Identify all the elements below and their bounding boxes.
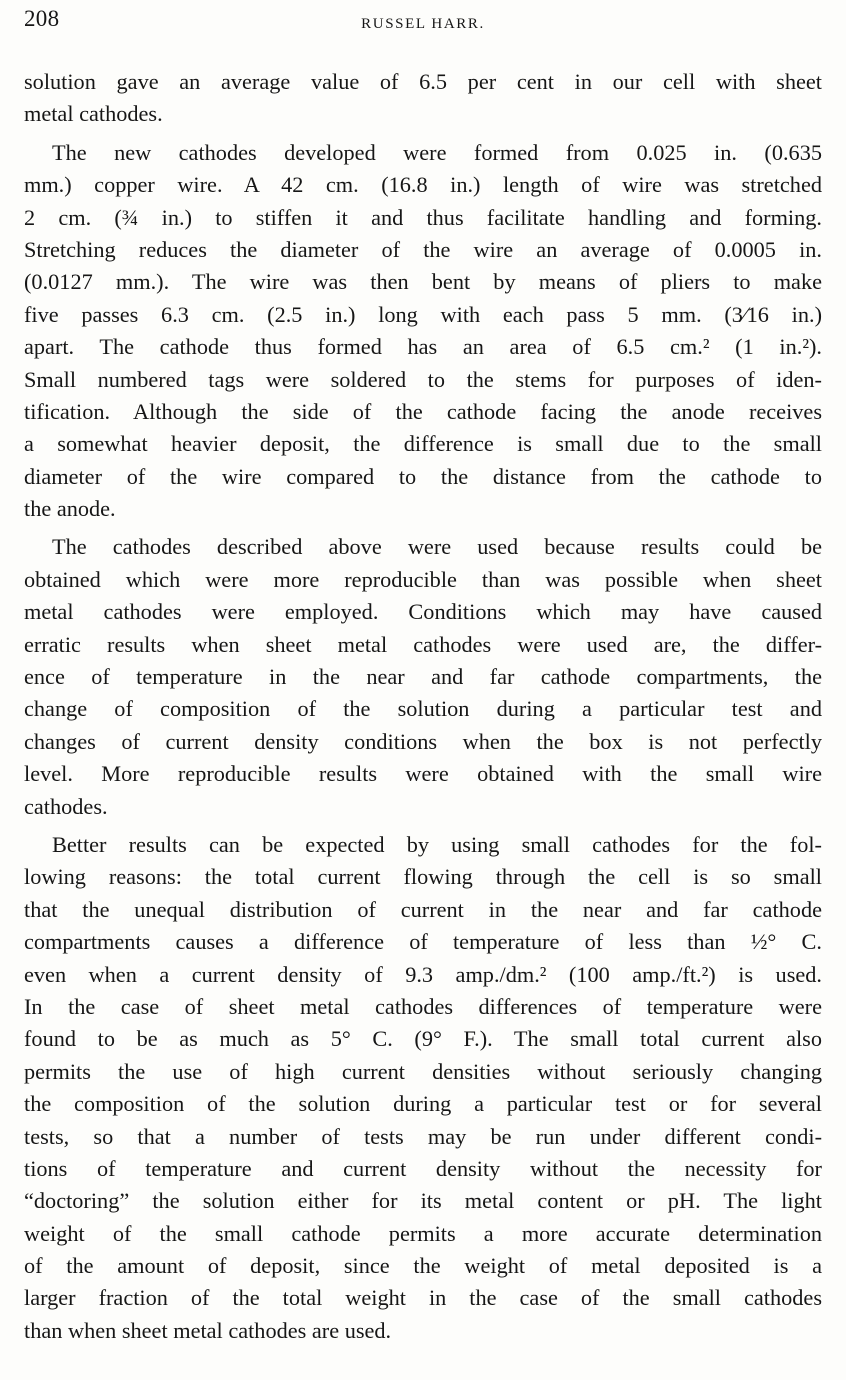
text-line: obtained which were more reproducible than was possible when sheet [24,566,822,592]
text-line: “doctoring” the solution either for its metal content or pH. The light [24,1188,822,1214]
text-line: the anode. [24,496,116,522]
text-line: compartments causes a difference of temperature of less than ½° C. [24,929,822,955]
text-line: larger fraction of the total weight in the case of the small cathodes [24,1285,822,1311]
text-line: than when sheet metal cathodes are used. [24,1317,392,1343]
text-line: metal cathodes. [24,101,163,127]
running-head: RUSSEL HARR. [361,16,485,32]
text-line: Better results can be expected by using small cathodes for the fol- [52,831,822,857]
text-line: Small numbered tags were soldered to the stems for purposes of iden- [24,366,822,392]
text-line: The cathodes described above were used because results could be [52,534,822,560]
text-line: level. More reproducible results were obtained with the small wire [24,761,822,787]
paragraph [24,137,822,526]
text-line: found to be as much as 5° C. (9° F.). The small total current also [24,1026,822,1052]
text-line: The new cathodes developed were formed from 0.025 in. (0.635 [52,139,822,165]
text-line: 2 cm. (¾ in.) to stiffen it and thus facilitate handling and forming. [24,204,822,230]
text-line: a somewhat heavier deposit, the difference is small due to the small [24,431,822,457]
text-line: lowing reasons: the total current flowing through the cell is so small [24,864,822,890]
page-number: 208 [24,6,60,31]
text-line: tions of temperature and current density without the necessity for [24,1155,822,1181]
text-line: erratic results when sheet metal cathodes were used are, the differ- [24,631,822,657]
text-line: ence of temperature in the near and far cathode compartments, the [24,664,822,690]
body-text [24,66,822,1353]
text-line: cathodes. [24,793,108,819]
text-line: weight of the small cathode permits a more accurate determination [24,1220,822,1246]
paragraph [24,66,822,131]
text-line: that the unequal distribution of current in the near and far cathode [24,896,822,922]
text-line: the composition of the solution during a particular test or for several [24,1091,822,1117]
paragraph [24,531,822,823]
text-line: change of composition of the solution during a particular test and [24,696,822,722]
text-line: even when a current density of 9.3 amp./dm.² (100 amp./ft.²) is used. [24,961,822,987]
text-line: solution gave an average value of 6.5 per cent in our cell with sheet [24,69,822,94]
text-line: of the amount of deposit, since the weight of metal deposited is a [24,1253,822,1279]
text-line: Stretching reduces the diameter of the wire an average of 0.0005 in. [24,236,822,262]
text-line: five passes 6.3 cm. (2.5 in.) long with each pass 5 mm. (3⁄16 in.) [24,301,822,327]
text-line: (0.0127 mm.). The wire was then bent by means of pliers to make [24,269,822,295]
text-line: diameter of the wire compared to the distance from the cathode to [24,463,822,489]
text-line: In the case of sheet metal cathodes differences of temperature were [24,993,822,1019]
text-line: tests, so that a number of tests may be run under different condi- [24,1123,822,1149]
text-line: permits the use of high current densities without seriously changing [24,1058,822,1084]
text-line: apart. The cathode thus formed has an area of 6.5 cm.² (1 in.²). [24,334,822,360]
paragraph [24,829,822,1347]
text-line: tification. Although the side of the cathode facing the anode receives [24,398,822,424]
text-line: changes of current density conditions when the box is not perfectly [24,728,822,754]
text-line: mm.) copper wire. A 42 cm. (16.8 in.) length of wire was stretched [24,172,822,198]
text-line: metal cathodes were employed. Conditions which may have caused [24,599,822,625]
page-header [24,6,822,40]
